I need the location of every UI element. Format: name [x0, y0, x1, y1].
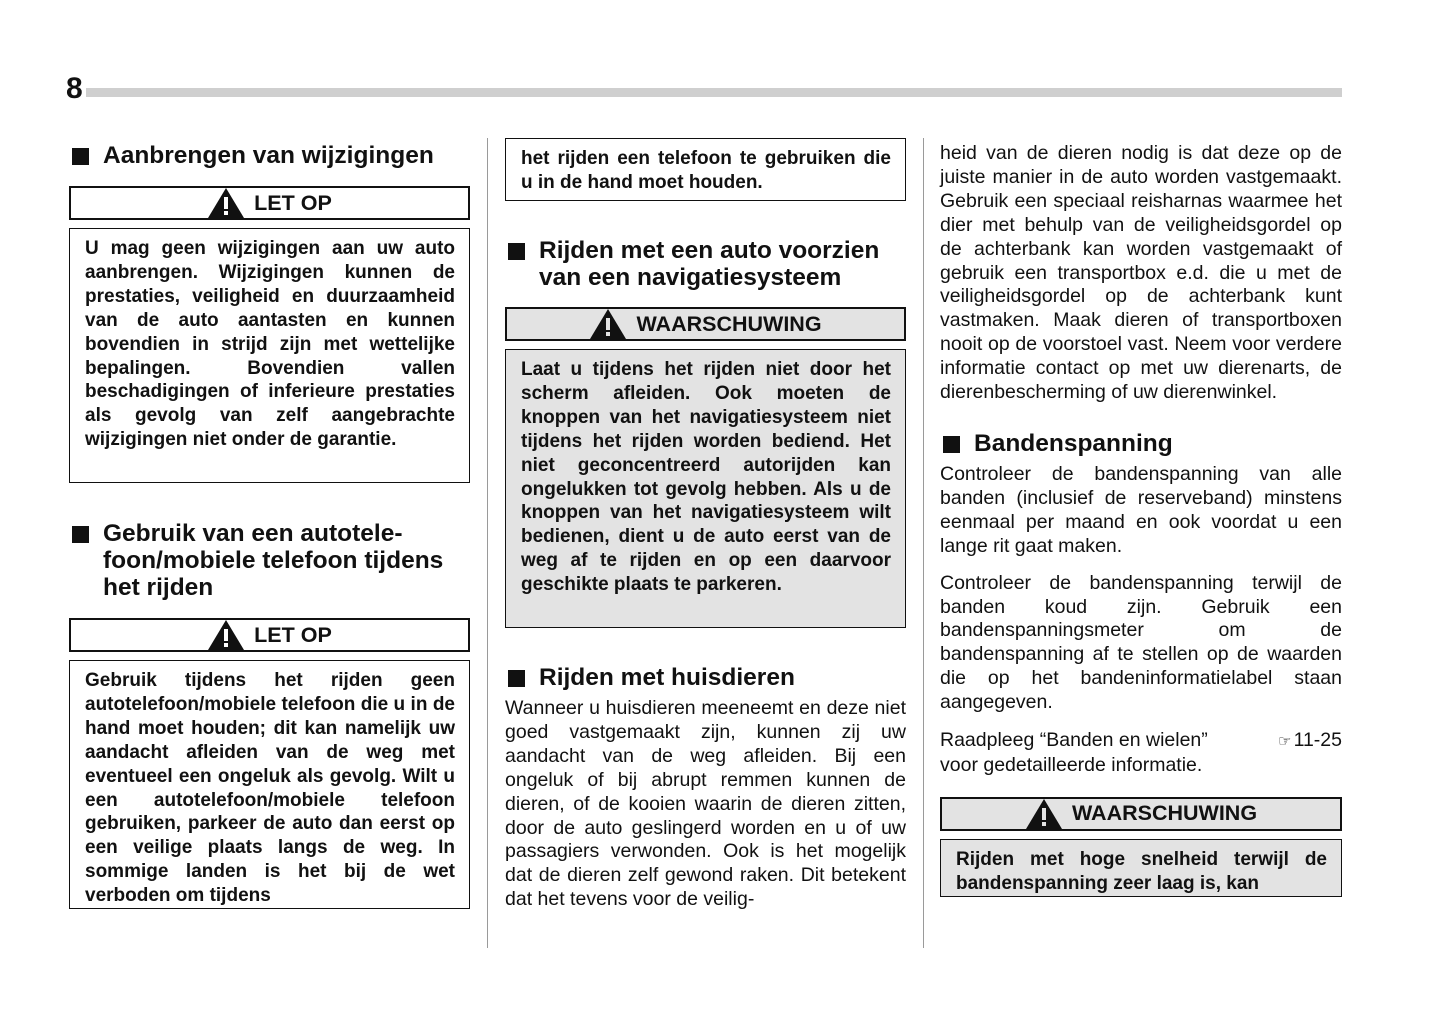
caution-text-phone: Gebruik tijdens het rijden geen autotelefoon/mobiele telefoon die u in de hand moet houden; dit kan namelijk uw aandacht afleiden van de weg met eventueel een ongeluk als gevolg. Wilt u een autotelefoon/mobiele telefoon gebruiken, parkeer de auto dan eerst op een veilige plaats langs de weg. In sommige landen is het bij de wet verboden om tijdens [69, 660, 470, 909]
tire-pressure-paragraph-1: Controleer de bandenspanning van alle banden (inclusief de reserveband) minstens eenmaal per maand en ook voordat u een lange rit gaat maken. [940, 462, 1342, 557]
square-bullet-icon [943, 436, 960, 453]
square-bullet-icon [72, 526, 89, 543]
page-number: 8 [66, 72, 83, 105]
caution-text-continued: het rijden een telefoon te gebruiken die u in de hand moet houden. [505, 138, 906, 201]
pointing-hand-icon: ☞ [1278, 733, 1292, 751]
warning-triangle-icon [207, 619, 245, 651]
warning-text-navigation: Laat u tijdens het rijden niet door het scherm afleiden. Ook moeten de knoppen van het navigatiesysteem niet tijdens het rijden worden bediend. Het niet geconcentreerd autorijden kan ongelukken tot gevolg hebben. Als u de knoppen van het navigatiesysteem wilt bedienen, dient u de auto eerst van de weg af te rijden en op een daarvoor geschikte plaats te parkeren. [505, 349, 906, 628]
section-heading-navigation: Rijden met een auto voorzien van een navigatiesysteem [505, 237, 906, 291]
reference-link[interactable]: ☞ 11-25 [1278, 729, 1342, 752]
section-heading-modifications: Aanbrengen van wijzigingen [69, 142, 470, 169]
warning-triangle-icon [1025, 798, 1063, 830]
column-divider-right [923, 138, 924, 948]
caution-label: LET OP [69, 618, 470, 652]
section-heading-tire-pressure: Bandenspanning [940, 430, 1342, 457]
section-heading-pets: Rijden met huisdieren [505, 664, 906, 691]
caution-label: LET OP [69, 186, 470, 220]
section-heading-phone: Gebruik van een autotele- foon/mobiele telefoon tijdens het rijden [69, 520, 470, 601]
square-bullet-icon [508, 243, 525, 260]
tire-pressure-paragraph-2: Controleer de bandenspanning terwijl de banden koud zijn. Gebruik een bandenspanningsmeter om de bandenspanning af te stellen op de waarden die op het bandeninformatielabel staan aangegeven. [940, 571, 1342, 714]
tire-pressure-reference: Raadpleeg “Banden en wielen” ☞ 11-25 voor gedetailleerde informatie. [940, 729, 1342, 776]
square-bullet-icon [508, 670, 525, 687]
right-column [940, 138, 1342, 897]
left-column [69, 138, 470, 909]
square-bullet-icon [72, 148, 89, 165]
caution-text-modifications: U mag geen wijzigingen aan uw auto aanbrengen. Wijzigingen kunnen de prestaties, veiligheid en duurzaamheid van de auto aantasten en kunnen bovendien in strijd zijn met wettelijke bepalingen. Bovendien vallen beschadigingen of inferieure prestaties als gevolg van zelf aangebrachte wijzigingen niet onder de garantie. [69, 228, 470, 483]
middle-column [505, 138, 906, 912]
column-divider-left [487, 138, 488, 948]
pets-paragraph: Wanneer u huisdieren meeneemt en deze niet goed vastgemaakt zijn, kunnen zij uw aandacht van de weg afleiden. Bij een ongeluk of bij abrupt remmen kunnen de dieren, of de kooien waarin de dieren zitten, door de auto geslingerd worden en u of uw passagiers verwonden. Ook is het mogelijk dat de dieren zelf gewond raken. Dit betekent dat het tevens voor de veilig- [505, 697, 906, 911]
pets-paragraph-continued: heid van de dieren nodig is dat deze op de juiste manier in de auto worden vastgemaakt. Gebruik een speciaal reisharnas waarmee het dier met behulp van de veiligheidsgordel op de achterbank kan worden vastgemaakt of gebruik een transportbox e.d. die u met de veiligheidsgordel op de achterbank kunt vastmaken. Maak dieren of transportboxen nooit op de voorstoel vast. Neem voor verdere informatie contact op met uw dierenarts, de dierenbescherming of uw dierenwinkel. [940, 142, 1342, 404]
warning-label: WAARSCHUWING [505, 307, 906, 341]
warning-label: WAARSCHUWING [940, 797, 1342, 831]
warning-text-tire-pressure: Rijden met hoge snelheid terwijl de bandenspanning zeer laag is, kan [940, 839, 1342, 897]
warning-triangle-icon [589, 308, 627, 340]
header-rule [86, 88, 1342, 97]
warning-triangle-icon [207, 187, 245, 219]
